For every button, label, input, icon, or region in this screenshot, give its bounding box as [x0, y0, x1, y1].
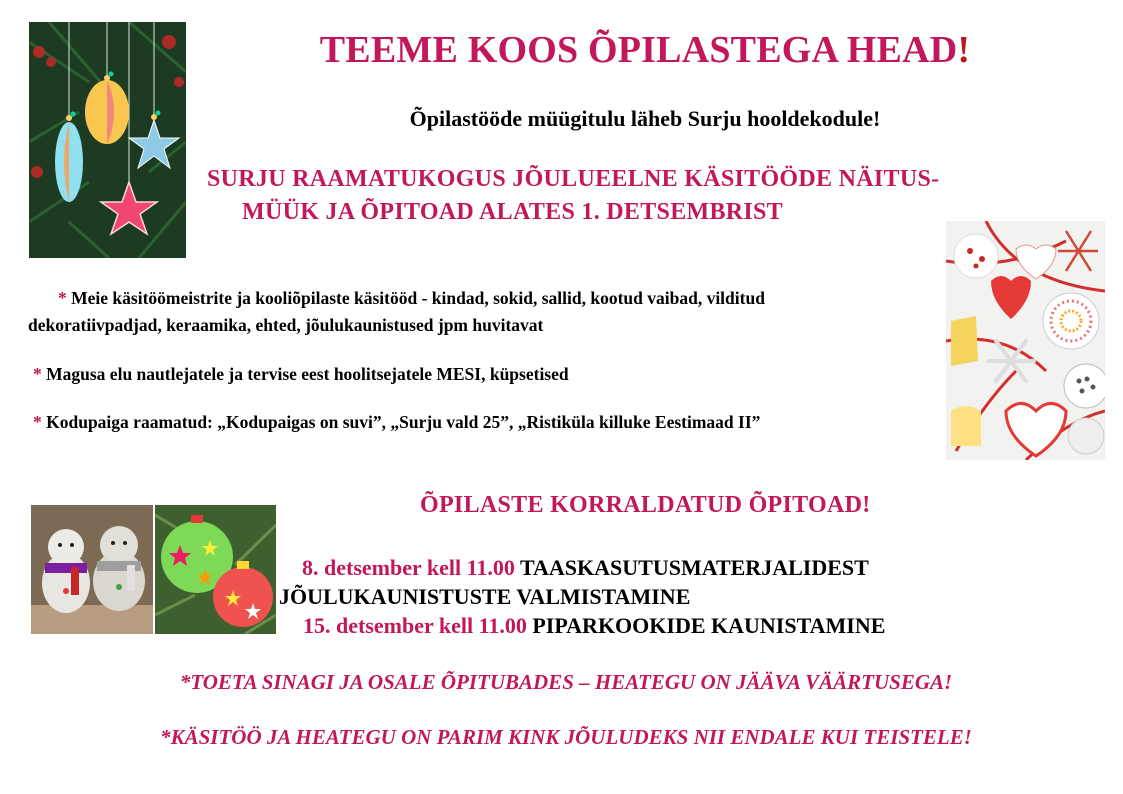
item-handicrafts-line-1: Meie käsitöömeistrite ja kooliõpilaste käsitööd - kindad, sokid, sallid, kootud vaibad, vilditud — [71, 288, 765, 308]
item-books-text: Kodupaiga raamatud: „Kodupaigas on suvi”, „Surju vald 25”, „Ristiküla killuke Eestimaad II” — [46, 412, 761, 432]
bullet-star: * — [33, 364, 42, 384]
workshop-2-text: PIPARKOOKIDE KAUNISTAMINE — [532, 613, 886, 638]
bullet-star: * — [58, 288, 67, 308]
item-honey — [33, 364, 569, 385]
item-handicrafts-line-2: dekoratiivpadjad, keraamika, ehted, jõulukaunistused jpm huvitavat — [28, 315, 544, 335]
footer-line-2: *KÄSITÖÖ JA HEATEGU ON PARIM KINK JÕULUDEKS NII ENDALE KUI TEISTELE! — [160, 725, 972, 749]
announcement-line-2: MÜÜK JA ÕPITOAD ALATES 1. DETSEMBRIST — [242, 199, 783, 225]
bullet-star: * — [33, 412, 42, 432]
workshop-1-date: 8. detsember kell 11.00 — [302, 555, 515, 580]
workshop-1-text-line-2: JÕULUKAUNISTUSTE VALMISTAMINE — [279, 584, 691, 609]
footer-line-1: *TOETA SINAGI JA OSALE ÕPITUBADES – HEATEGU ON JÄÄVA VÄÄRTUSEGA! — [179, 670, 953, 694]
felt-ornaments-photo — [155, 505, 276, 634]
item-handicrafts — [58, 288, 765, 309]
page-title — [250, 28, 1040, 72]
workshop-2-date: 15. detsember kell 11.00 — [303, 613, 527, 638]
workshop-1 — [302, 555, 869, 581]
page-subtitle: Õpilastööde müügitulu läheb Surju hooldekodule! — [409, 106, 881, 131]
sock-snowmen-photo — [31, 505, 153, 634]
item-honey-text: Magusa elu nautlejatele ja tervise eest hoolitsejatele MESI, küpsetised — [46, 364, 569, 384]
item-books — [33, 412, 760, 433]
workshop-1-text: TAASKASUTUSMATERJALIDEST — [519, 555, 869, 580]
ornaments-photo — [29, 22, 186, 258]
workshop-2 — [303, 613, 885, 639]
workshops-title: ÕPILASTE KORRALDATUD ÕPITOAD! — [420, 492, 871, 518]
page-title-exclamation: ! — [957, 29, 971, 71]
page-title-text: TEEME KOOS ÕPILASTEGA HEAD — [319, 29, 958, 71]
salt-dough-ornaments-photo — [946, 221, 1105, 460]
announcement-line-1: SURJU RAAMATUKOGUS JÕULUEELNE KÄSITÖÖDE NÄITUS- — [207, 166, 940, 192]
